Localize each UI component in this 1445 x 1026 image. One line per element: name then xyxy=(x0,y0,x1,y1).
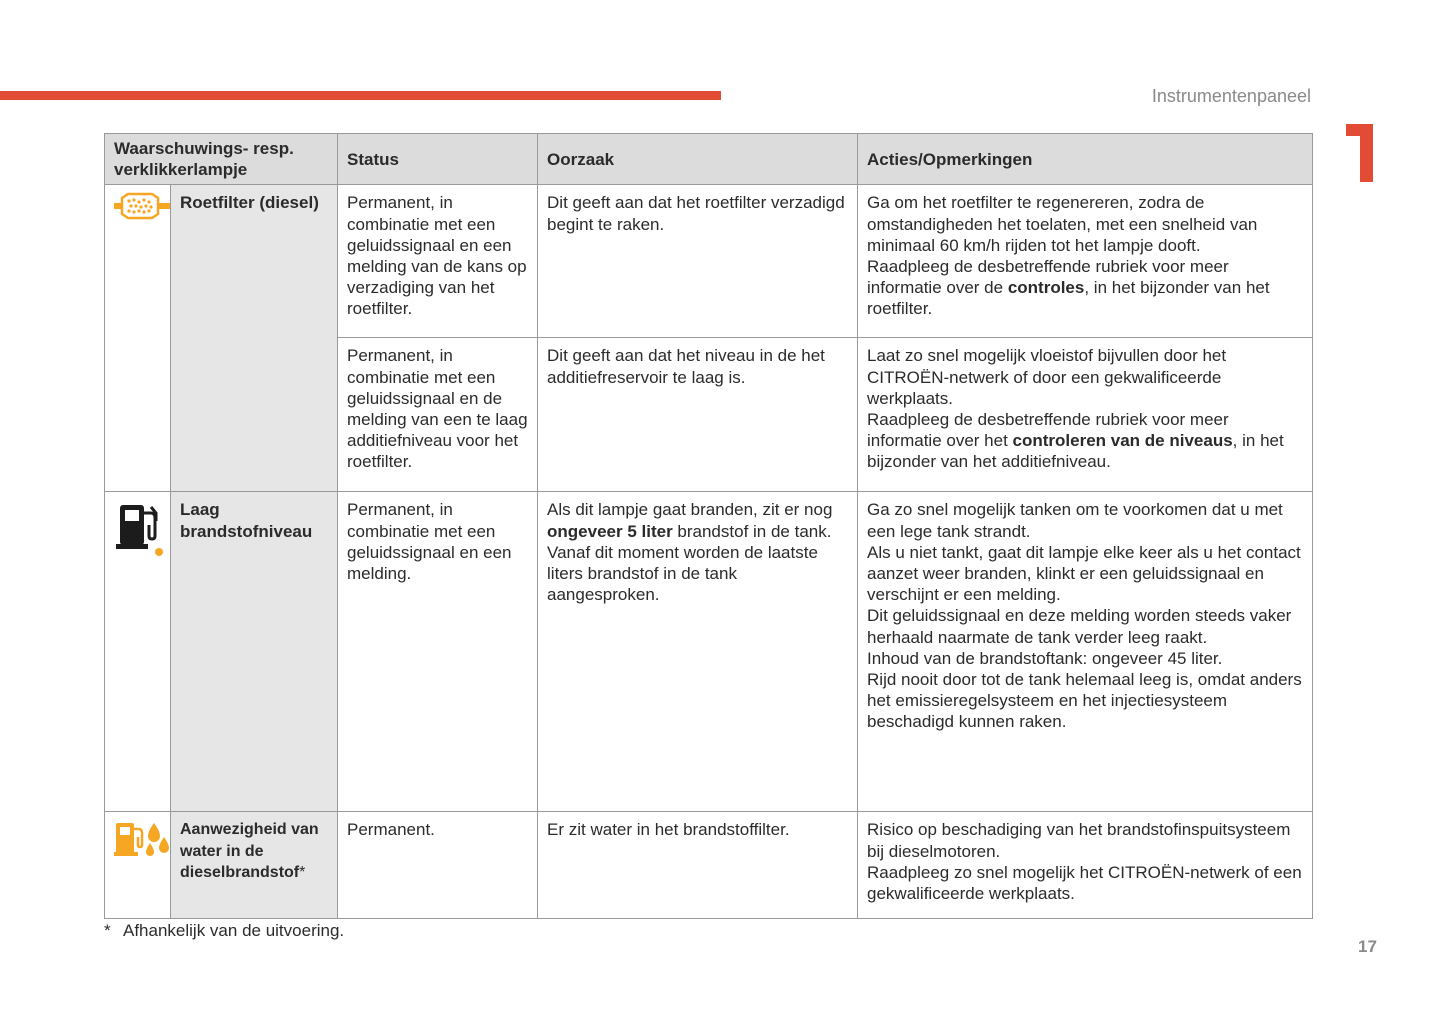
actions-text: Risico op beschadiging van het brandstofinspuitsysteem bij dieselmotoren. xyxy=(867,820,1291,861)
particle-filter-icon xyxy=(114,192,170,220)
cause-cell: Er zit water in het brandstoffilter. xyxy=(538,812,858,919)
header-accent-bar xyxy=(0,91,721,100)
actions-cell xyxy=(858,185,1313,338)
actions-text: Raadpleeg de desbetreffende rubriek voor meer informatie over het controleren van de niveaus, in het bijzonder van het additiefniveau. xyxy=(867,410,1284,472)
cross-reference: controles xyxy=(1007,278,1085,298)
table-row xyxy=(105,812,1313,919)
lamp-icon-cell xyxy=(105,812,171,919)
footnote xyxy=(104,921,344,941)
cause-cell: Dit geeft aan dat het roetfilter verzadigd begint te raken. xyxy=(538,185,858,338)
actions-text: Laat zo snel mogelijk vloeistof bijvullen door het CITROËN-netwerk of door een gekwalificeerde werkplaats. xyxy=(867,346,1227,408)
actions-text: Ga om het roetfilter te regenereren, zodra de omstandigheden het toelaten, met een snelheid van minimaal 60 km/h rijden tot het lampje dooft. xyxy=(867,193,1258,255)
status-cell: Permanent, in combinatie met een geluidssignaal en een melding. xyxy=(338,492,538,812)
actions-text: Raadpleeg de desbetreffende rubriek voor meer informatie over de controles, in het bijzonder van het roetfilter. xyxy=(867,257,1270,319)
footnote-mark: * xyxy=(299,863,306,881)
actions-cell xyxy=(858,338,1313,492)
status-cell: Permanent, in combinatie met een geluidssignaal en een melding van de kans op verzadiging van het roetfilter. xyxy=(338,185,538,338)
cross-reference: controleren van de niveaus xyxy=(1012,431,1233,451)
status-cell: Permanent. xyxy=(338,812,538,919)
cause-cell xyxy=(538,492,858,812)
col-header-cause: Oorzaak xyxy=(538,134,858,185)
col-header-actions: Acties/Opmerkingen xyxy=(858,134,1313,185)
lamp-icon-cell xyxy=(105,185,171,492)
actions-cell xyxy=(858,812,1313,919)
table-header-row xyxy=(105,134,1313,185)
table-row xyxy=(105,185,1313,338)
actions-text: Rijd nooit door tot de tank helemaal leeg is, omdat anders het emissieregelsysteem en het injectiesysteem beschadigd kunnen raken. xyxy=(867,670,1302,732)
lamp-name-water-in-diesel: Aanwezigheid van water in de dieselbrandstof* xyxy=(171,812,338,919)
water-in-diesel-icon xyxy=(114,819,170,859)
footnote-mark: * xyxy=(104,921,111,940)
section-title: Instrumentenpaneel xyxy=(1151,86,1311,106)
cause-highlight: ongeveer 5 liter xyxy=(547,521,673,541)
actions-text: Ga zo snel mogelijk tanken om te voorkomen dat u met een lege tank strandt. xyxy=(867,500,1283,541)
actions-text: Dit geluidssignaal en deze melding worden steeds vaker herhaald naarmate de tank verder leeg raakt. xyxy=(867,606,1292,647)
cause-text: Als dit lampje gaat branden, zit er nog ongeveer 5 liter brandstof in de tank. xyxy=(547,500,833,541)
actions-text: Inhoud van de brandstoftank: ongeveer 45 liter. xyxy=(867,648,1223,668)
lamp-icon-cell xyxy=(105,492,171,812)
actions-text: Raadpleeg zo snel mogelijk het CITROËN-netwerk of een gekwalificeerde werkplaats. xyxy=(867,862,1302,904)
cause-cell: Dit geeft aan dat het niveau in de het additiefreservoir te laag is. xyxy=(538,338,858,492)
actions-cell xyxy=(858,492,1313,812)
status-cell: Permanent, in combinatie met een geluidssignaal en de melding van een te laag additiefniveau voor het roetfilter. xyxy=(338,338,538,492)
fuel-pump-icon xyxy=(114,499,166,557)
actions-text: Als u niet tankt, gaat dit lampje elke keer als u het contact aanzet weer branden, klinkt er een geluidssignaal en verschijnt er een melding. xyxy=(867,542,1301,605)
lamp-name-low-fuel: Laag brandstofniveau xyxy=(171,492,338,812)
col-header-lamp: Waarschuwings- resp. verklikkerlampje xyxy=(105,134,338,185)
col-header-status: Status xyxy=(338,134,538,185)
cause-text: Vanaf dit moment worden de laatste liters brandstof in de tank aangesproken. xyxy=(547,542,818,605)
lamp-name-particle-filter: Roetfilter (diesel) xyxy=(171,185,338,492)
page-number: 17 xyxy=(1358,937,1377,956)
warning-lamps-table xyxy=(104,133,1313,919)
footnote-text: Afhankelijk van de uitvoering. xyxy=(123,921,345,940)
chapter-number xyxy=(1342,124,1376,182)
table-row xyxy=(105,492,1313,812)
